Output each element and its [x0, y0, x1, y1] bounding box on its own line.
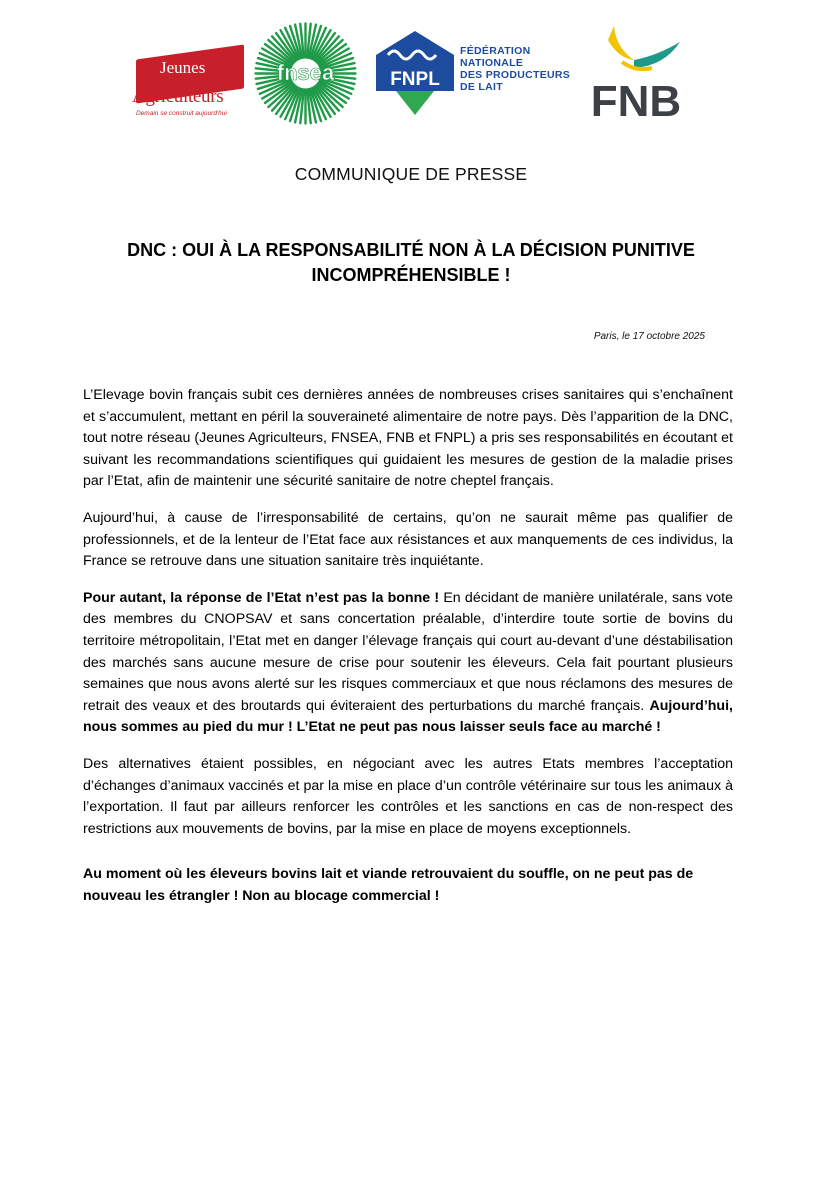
fnpl-full-name: [460, 45, 570, 93]
jeunes-agriculteurs-logo: [130, 52, 254, 132]
place-and-date: Paris, le 17 octobre 2025: [593, 331, 705, 342]
title-line-1: DNC : OUI À LA RESPONSABILITÉ NON À LA DÉCISION PUNITIVE: [127, 240, 695, 260]
press-release-body: [83, 385, 733, 922]
fnpl-name-line2: NATIONALE: [460, 57, 524, 69]
ja-logo-line1: Jeunes: [160, 58, 206, 77]
document-type-heading: COMMUNIQUE DE PRESSE: [294, 164, 528, 184]
paragraph-3: [83, 588, 733, 739]
fnpl-milk-icon: [370, 25, 460, 119]
ja-logo-line2: Agriculteurs: [132, 86, 224, 107]
fnpl-name-line1: FÉDÉRATION: [460, 45, 531, 57]
fnsea-wordmark: fnsea: [276, 60, 335, 85]
paragraph-2: Aujourd’hui, à cause de l’irresponsabilité de certains, qu’on ne saurait même pas qualifier de professionnels, et de la lenteur de l’Etat face aux résistances et aux manquements de ces individus, la France se retrouve dans une situation sanitaire très inquiétante.: [83, 509, 733, 570]
paragraph-3-lead: Pour autant, la réponse de l’Etat n’est pas la bonne !: [83, 589, 440, 606]
paragraph-4: Des alternatives étaient possibles, en négociant avec les autres Etats membres l’acceptation d’échanges d’animaux vaccinés et par la mise en place d’un contrôle vétérinaire sur tous les animaux à l’exportation. Il faut par ailleurs renforcer les contrôles et les sanctions en cas de non-respect des restrictions aux mouvements de bovins, par la mise en place de moyens exceptionnels.: [83, 755, 733, 837]
fnsea-burst-icon: [254, 22, 357, 125]
fnb-logo: [578, 22, 696, 122]
fnpl-name-line3: DES PRODUCTEURS: [460, 69, 571, 81]
title-line-2: INCOMPRÉHENSIBLE !: [311, 265, 511, 285]
fnb-wordmark: FNB: [590, 77, 682, 122]
fnpl-acronym: FNPL: [390, 69, 440, 90]
paragraph-1: L’Elevage bovin français subit ces dernières années de nombreuses crises sanitaires qui s’enchaînent et s’accumulent, mettant en péril la souveraineté alimentaire de notre pays. Dès l’apparition de la DNC, tout notre réseau (Jeunes Agriculteurs, FNSEA, FNB et FNPL) a pris ses responsabilités en écoutant et suivant les recommandations scientifiques qui guidaient les mesures de gestion de la maladie prises par l’Etat, afin de maintenir une sécurité sanitaire de notre cheptel français.: [83, 387, 733, 490]
fnsea-logo: [254, 22, 357, 125]
paragraph-3-conclusion: Aujourd’hui, nous sommes au pied du mur ! L’Etat ne peut pas nous laisser seuls face au marché !: [83, 697, 733, 736]
fnb-emblem-icon: [578, 22, 696, 122]
fnpl-name-line4: DE LAIT: [460, 81, 503, 93]
partner-logos: [126, 22, 696, 122]
fnpl-logo: [370, 25, 570, 119]
press-release-title: [100, 238, 722, 288]
ja-logo-tagline: Demain se construit aujourd'hui: [136, 110, 227, 117]
closing-statement: Au moment où les éleveurs bovins lait et viande retrouvaient du souffle, on ne peut pas de nouveau les étrangler ! Non au blocage commercial !: [83, 866, 694, 904]
paragraph-3-text: En décidant de manière unilatérale, sans vote des membres du CNOPSAV et sans concertation préalable, d’interdire toute sortie de bovins du territoire métropolitain, l’Etat met en danger l’élevage français qui court au-devant d’une déstabilisation des marchés sans aucune mesure de crise pour soutenir les éleveurs. Cela fait pourtant plusieurs semaines que nous avons alerté sur les risques commerciaux et que nous réclamons des mesures de retrait des veaux et des broutards qui éviteraient des perturbations du marché français.: [83, 589, 733, 714]
